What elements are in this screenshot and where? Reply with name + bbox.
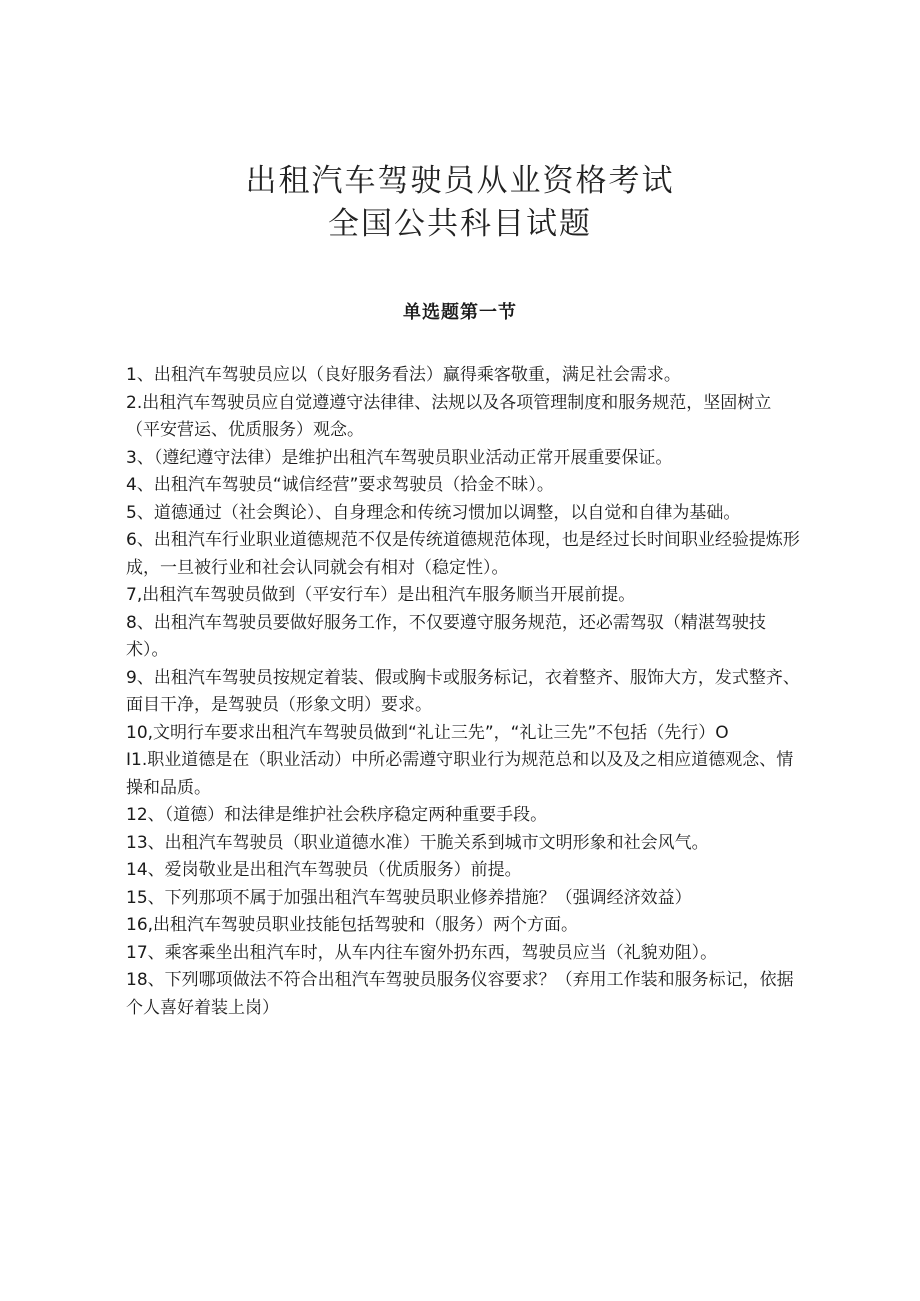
question-list (126, 362, 802, 1022)
question-item: 9、出租汽车驾驶员按规定着装、假或胸卡或服务标记，衣着整齐、服饰大方，发式整齐、面目干净，是驾驶员（形象文明）要求。 (126, 667, 800, 715)
question-item: 8、出租汽车驾驶员要做好服务工作，不仅要遵守服务规范，还必需驾驭（精湛驾驶技术）。 (126, 612, 766, 660)
question-item: 2.出租汽车驾驶员应自觉遵遵守法律律、法规以及各项管理制度和服务规范，坚固树立（平安营运、优质服务）观念。 (126, 392, 772, 440)
question-item: 6、出租汽车行业职业道德规范不仅是传统道德规范体现，也是经过长时间职业经验提炼形成，一旦被行业和社会认同就会有相对（稳定性）。 (126, 530, 800, 578)
title-line-2: 全国公共科目试题 (328, 206, 592, 242)
question-item: 18、下列哪项做法不符合出租汽车驾驶员服务仪容要求？（弃用工作装和服务标记，依据个人喜好着装上岗） (126, 970, 794, 1018)
question-item: 15、下列那项不属于加强出租汽车驾驶员职业修养措施？（强调经济效益） (126, 887, 692, 908)
question-item: 17、乘客乘坐出租汽车时，从车内往车窗外扔东西，驾驶员应当（礼貌劝阻）。 (126, 942, 718, 963)
title-line-1: 出租汽车驾驶员从业资格考试 (245, 163, 675, 199)
section-title: 单选题第一节 (403, 302, 517, 323)
question-item: 12、（道德）和法律是维护社会秩序稳定两种重要手段。 (126, 805, 548, 825)
document-title (0, 160, 920, 246)
question-item: 5、道德通过（社会舆论）、自身理念和传统习惯加以调整，以自觉和自律为基础。 (126, 502, 741, 523)
question-item: 14、爱岗敬业是出租汽车驾驶员（优质服务）前提。 (126, 860, 522, 880)
question-item: 13、出租汽车驾驶员（职业道德水准）干脆关系到城市文明形象和社会风气。 (126, 832, 709, 853)
question-item: 16,出租汽车驾驶员职业技能包括驾驶和（服务）两个方面。 (126, 915, 579, 935)
question-item: I1.职业道德是在（职业活动）中所必需遵守职业行为规范总和以及及之相应道德观念、情操和品质。 (126, 750, 794, 798)
question-item: 1、出租汽车驾驶员应以（良好服务看法）赢得乘客敬重，满足社会需求。 (126, 365, 681, 385)
question-item: 7,出租汽车驾驶员做到（平安行车）是出租汽车服务顺当开展前提。 (126, 585, 636, 605)
question-item: 10,文明行车要求出租汽车驾驶员做到“礼让三先”，“礼让三先”不包括（先行）O (126, 722, 729, 743)
question-item: 3、（遵纪遵守法律）是维护出租汽车驾驶员职业活动正常开展重要保证。 (126, 447, 673, 468)
question-item: 4、出租汽车驾驶员“诚信经营”要求驾驶员（拾金不昧）。 (126, 475, 554, 495)
